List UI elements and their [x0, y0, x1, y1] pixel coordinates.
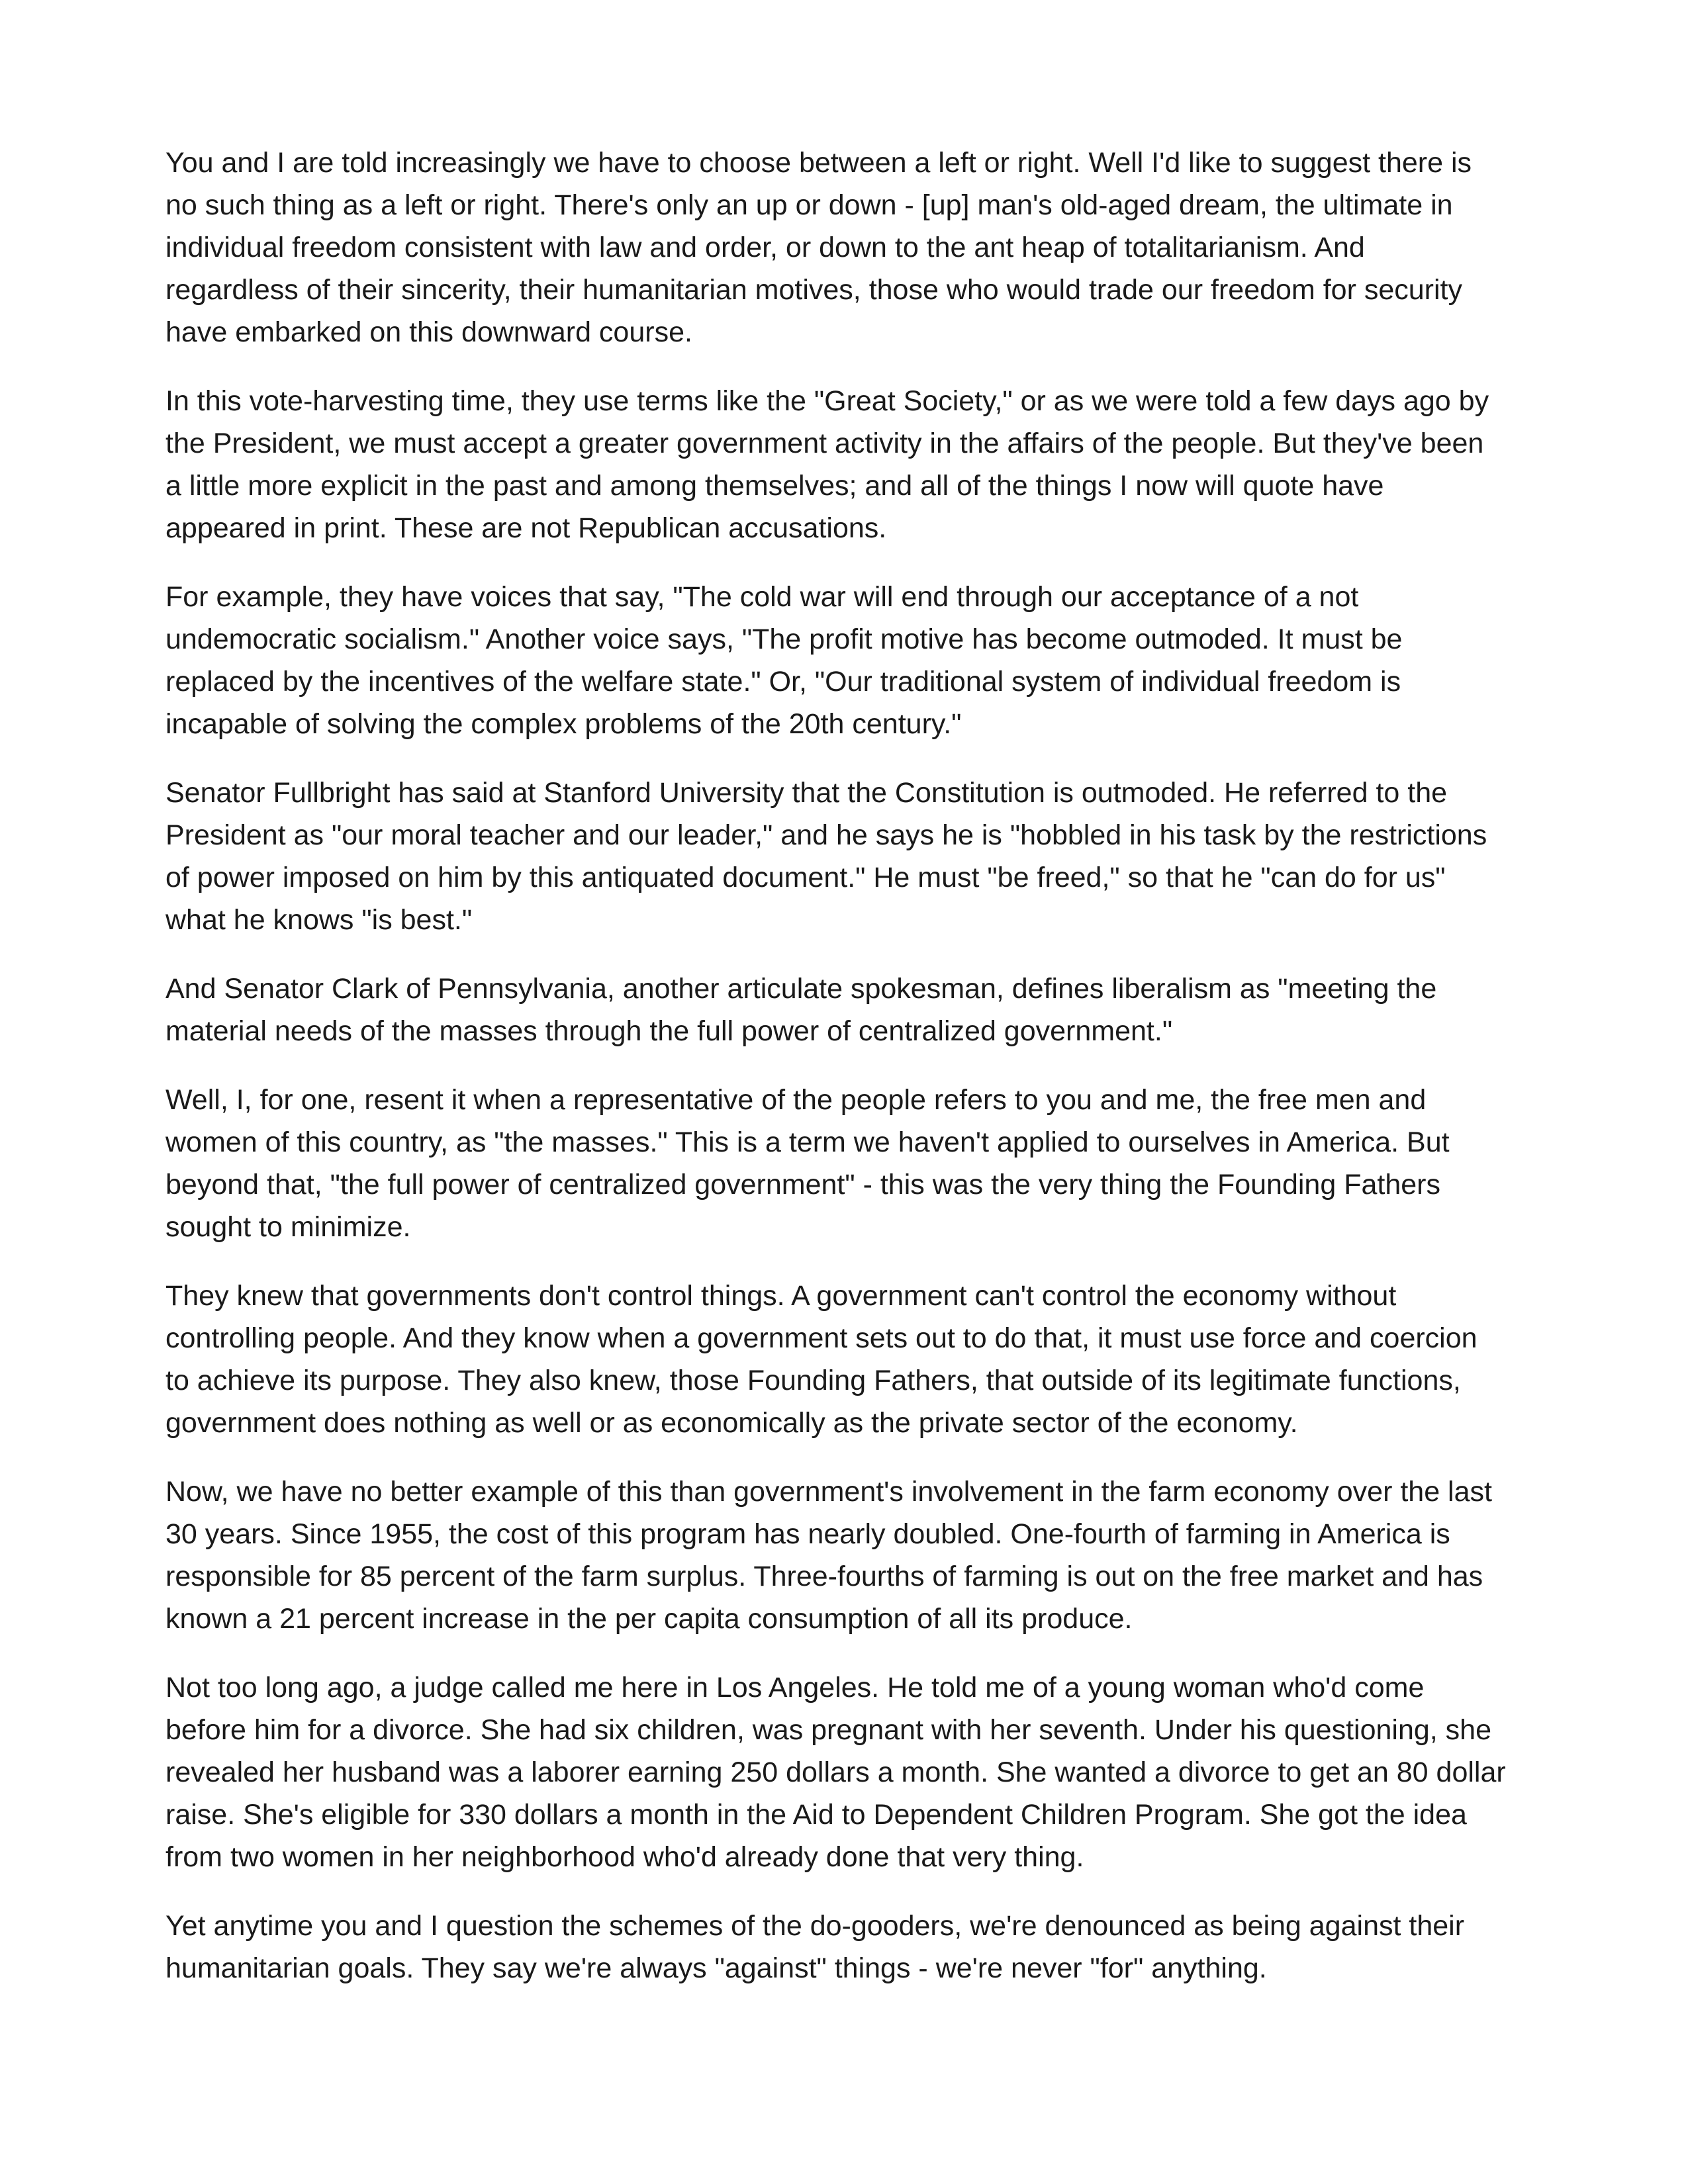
paragraph-5: And Senator Clark of Pennsylvania, another articulate spokesman, defines liberalism as "meeting the material needs of the masses through the full power of centralized government.": [165, 973, 1437, 1047]
paragraph-4: Senator Fullbright has said at Stanford University that the Constitution is outmoded. He referred to the President as "our moral teacher and our leader," and he says he is "hobbled in his task by the restrictions of power imposed on him by this antiquated document." He must "be freed," so that he "can do for us" what he knows "is best.": [165, 777, 1487, 936]
paragraph-1: You and I are told increasingly we have to choose between a left or right. Well I'd like to suggest there is no such thing as a left or right. There's only an up or down - [up] man's old-aged dream, the ultimate in individual freedom consistent with law and order, or down to the ant heap of totalitarianism. And regardless of their sincerity, their humanitarian motives, those who would trade our freedom for security have embarked on this downward course.: [165, 147, 1472, 348]
paragraph-10: Yet anytime you and I question the schemes of the do-gooders, we're denounced as being against their humanitarian goals. They say we're always "against" things - we're never "for" anything.: [165, 1910, 1465, 1984]
paragraph-3: For example, they have voices that say, "The cold war will end through our acceptance of a not undemocratic socialism." Another voice says, "The profit motive has become outmoded. It must be replaced by the incentives of the welfare state." Or, "Our traditional system of individual freedom is incapable of solving the complex problems of the 20th century.": [165, 581, 1403, 740]
paragraph-8: Now, we have no better example of this than government's involvement in the farm economy over the last 30 years. Since 1955, the cost of this program has nearly doubled. One-fourth of farming in America is responsible for 85 percent of the farm surplus. Three-fourths of farming is out on the free market and has known a 21 percent increase in the per capita consumption of all its produce.: [165, 1476, 1492, 1635]
document-body: [165, 142, 1532, 2016]
paragraph-6: Well, I, for one, resent it when a representative of the people refers to you and me, the free men and women of this country, as "the masses." This is a term we haven't applied to ourselves in America. But beyond that, "the full power of centralized government" - this was the very thing the Founding Fathers sought to minimize.: [165, 1084, 1450, 1243]
paragraph-2: In this vote-harvesting time, they use terms like the "Great Society," or as we were told a few days ago by the President, we must accept a greater government activity in the affairs of the people. But they've been a little more explicit in the past and among themselves; and all of the things I now will quote have appeared in print. These are not Republican accusations.: [165, 385, 1489, 544]
paragraph-7: They knew that governments don't control things. A government can't control the economy without controlling people. And they know when a government sets out to do that, it must use force and coercion to achieve its purpose. They also knew, those Founding Fathers, that outside of its legitimate functions, government does nothing as well or as economically as the private sector of the economy.: [165, 1280, 1477, 1439]
paragraph-9: Not too long ago, a judge called me here in Los Angeles. He told me of a young woman who'd come before him for a divorce. She had six children, was pregnant with her seventh. Under his questioning, she revealed her husband was a laborer earning 250 dollars a month. She wanted a divorce to get an 80 dollar raise. She's eligible for 330 dollars a month in the Aid to Dependent Children Program. She got the idea from two women in her neighborhood who'd already done that very thing.: [165, 1672, 1506, 1873]
